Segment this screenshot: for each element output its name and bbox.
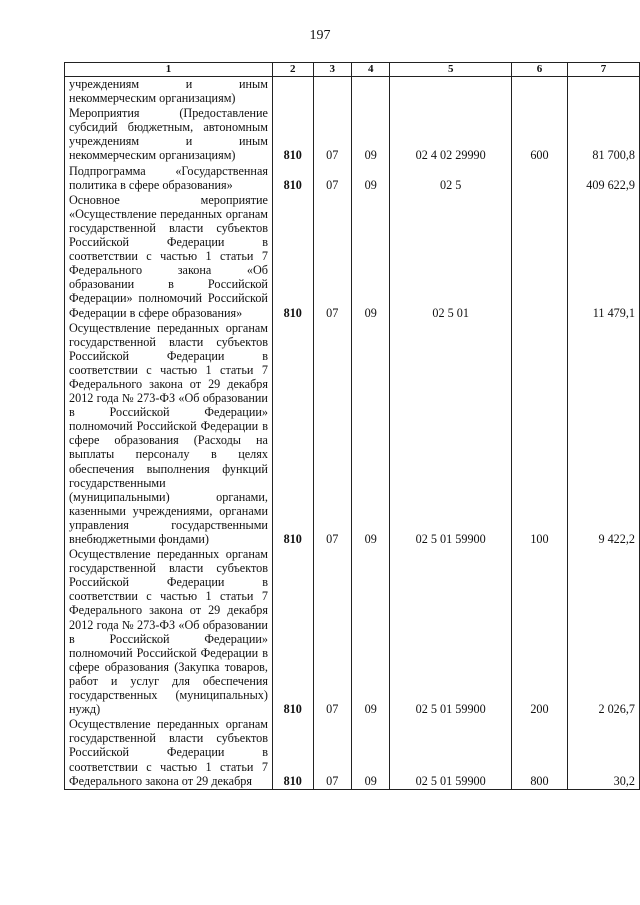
row-subsection <box>352 77 390 107</box>
row-section: 07 <box>313 717 351 789</box>
row-subsection: 09 <box>352 547 390 717</box>
row-name: учреждениям и иным некоммерческим организациям) <box>65 77 273 107</box>
row-name: Осуществление переданных органам государственной власти субъектов Российской Федерации в соответствии с частью 1 статьи 7 Федерального закона от 29 декабря 2012 года № 273-ФЗ «Об образовании в Российской Федерации» полномочий Российской Федерации в сфере образования (Закупка товаров, работ и услуг для обеспечения государственных (муниципальных) нужд) <box>65 547 273 717</box>
row-expense-type: 100 <box>511 321 567 548</box>
table-row <box>65 193 640 321</box>
row-amount: 2 026,7 <box>568 547 640 717</box>
row-expense-type: 200 <box>511 547 567 717</box>
row-name: Подпрограмма «Государственная политика в сфере образования» <box>65 164 273 193</box>
row-subsection: 09 <box>352 717 390 789</box>
row-amount: 409 622,9 <box>568 164 640 193</box>
row-section: 07 <box>313 164 351 193</box>
row-ministry-code: 810 <box>272 164 313 193</box>
table-row <box>65 106 640 163</box>
row-target-article: 02 5 <box>390 164 511 193</box>
table-row <box>65 717 640 789</box>
row-target-article <box>390 77 511 107</box>
row-ministry-code: 810 <box>272 547 313 717</box>
row-ministry-code: 810 <box>272 717 313 789</box>
header-col-4: 4 <box>352 63 390 77</box>
header-col-3: 3 <box>313 63 351 77</box>
row-section: 07 <box>313 547 351 717</box>
row-amount <box>568 77 640 107</box>
header-col-2: 2 <box>272 63 313 77</box>
row-amount: 81 700,8 <box>568 106 640 163</box>
header-col-1: 1 <box>65 63 273 77</box>
row-subsection: 09 <box>352 193 390 321</box>
row-target-article: 02 5 01 59900 <box>390 717 511 789</box>
row-subsection: 09 <box>352 321 390 548</box>
row-target-article: 02 5 01 59900 <box>390 547 511 717</box>
row-name: Основное мероприятие «Осуществление переданных органам государственной власти субъектов Российской Федерации в соответствии с частью 1 статьи 7 Федерального закона «Об образовании в Российской Федерации» полномочий Российской Федерации в сфере образования» <box>65 193 273 321</box>
row-section <box>313 77 351 107</box>
row-name: Осуществление переданных органам государственной власти субъектов Российской Федерации в соответствии с частью 1 статьи 7 Федерального закона от 29 декабря 2012 года № 273-ФЗ «Об образовании в Российской Федерации» полномочий Российской Федерации в сфере образования (Расходы на выплаты персоналу в целях обеспечения выполнения функций государственными (муниципальными) органами, казенными учреждениями, органами управления государственными внебюджетными фондами) <box>65 321 273 548</box>
row-name: Мероприятия (Предоставление субсидий бюджетным, автономным учреждениям и иным некоммерческим организациям) <box>65 106 273 163</box>
table-row <box>65 547 640 717</box>
table-row <box>65 164 640 193</box>
row-ministry-code: 810 <box>272 193 313 321</box>
header-col-7: 7 <box>568 63 640 77</box>
row-section: 07 <box>313 321 351 548</box>
budget-table <box>64 62 640 790</box>
table-row <box>65 321 640 548</box>
row-expense-type: 600 <box>511 106 567 163</box>
row-ministry-code: 810 <box>272 321 313 548</box>
row-target-article: 02 5 01 <box>390 193 511 321</box>
row-expense-type <box>511 164 567 193</box>
table-row <box>65 77 640 107</box>
row-name: Осуществление переданных органам государственной власти субъектов Российской Федерации в соответствии с частью 1 статьи 7 Федерального закона от 29 декабря <box>65 717 273 789</box>
row-amount: 30,2 <box>568 717 640 789</box>
row-target-article: 02 4 02 29990 <box>390 106 511 163</box>
row-amount: 9 422,2 <box>568 321 640 548</box>
row-expense-type <box>511 193 567 321</box>
row-target-article: 02 5 01 59900 <box>390 321 511 548</box>
row-ministry-code <box>272 77 313 107</box>
table-header-row <box>65 63 640 77</box>
row-amount: 11 479,1 <box>568 193 640 321</box>
row-ministry-code: 810 <box>272 106 313 163</box>
row-expense-type <box>511 77 567 107</box>
page-number: 197 <box>309 28 331 43</box>
row-section: 07 <box>313 193 351 321</box>
header-col-5: 5 <box>390 63 511 77</box>
row-section: 07 <box>313 106 351 163</box>
row-subsection: 09 <box>352 164 390 193</box>
row-subsection: 09 <box>352 106 390 163</box>
row-expense-type: 800 <box>511 717 567 789</box>
header-col-6: 6 <box>511 63 567 77</box>
